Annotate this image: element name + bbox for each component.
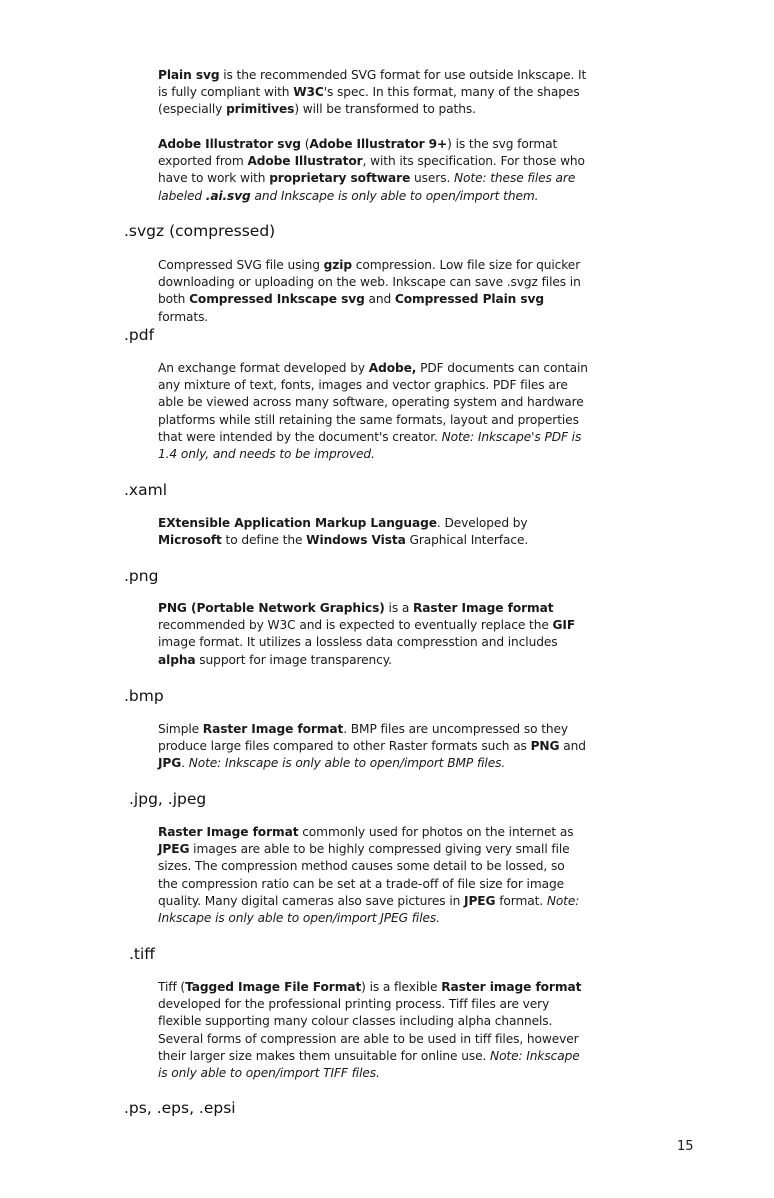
term-raster-image-format: Raster Image format — [158, 825, 299, 839]
text-run: Simple — [158, 722, 203, 736]
svgz-paragraph — [158, 257, 588, 326]
pdf-paragraph — [158, 360, 588, 463]
text-run: ( — [300, 137, 310, 151]
text-run: is the recommended SVG format for use outside Inkscape. It is fully compliant with — [158, 68, 587, 100]
page-number: 15 — [677, 1139, 694, 1154]
text-run: compression. Low file size for quicker downloading or uploading on the web. Inkscape can save .svgz files in both — [158, 258, 581, 307]
term-microsoft: Microsoft — [158, 533, 222, 548]
heading-jpg: .jpg, .jpeg — [129, 790, 207, 808]
heading-svgz: .svgz (compressed) — [124, 222, 276, 240]
term-proprietary-software: proprietary software — [269, 171, 411, 186]
term-gzip: gzip — [323, 258, 352, 272]
term-raster-image-format: Raster image format — [441, 980, 582, 994]
term-ai-svg: Adobe Illustrator svg — [158, 137, 301, 151]
term-alpha: alpha — [158, 652, 196, 667]
text-run: and — [559, 739, 586, 754]
text-run: , with its specification. For those who have to work with — [158, 154, 585, 186]
heading-xaml: .xaml — [124, 481, 168, 499]
term-compressed-inkscape-svg: Compressed Inkscape svg — [189, 292, 365, 307]
term-xaml: EXtensible Application Markup Language — [158, 516, 437, 530]
note-text: Note: Inkscape's PDF is 1.4 only, and needs to be improved. — [158, 429, 582, 462]
text-run: ) is the svg format exported from — [158, 137, 558, 169]
term-png: PNG — [530, 739, 560, 754]
term-raster-image-format: Raster Image format — [413, 601, 554, 615]
bmp-paragraph — [158, 721, 588, 773]
text-run: ) will be transformed to paths. — [294, 102, 476, 117]
text-run: is a — [384, 601, 414, 615]
heading-png: .png — [124, 567, 159, 585]
text-run: recommended by W3C and is expected to eventually replace the — [158, 618, 553, 633]
text-run: and — [364, 292, 395, 307]
text-run: PDF documents can contain any mixture of text, fonts, images and vector graphics. PDF files are able be viewed across many software, operating system and hardware platforms while still retaining the same formats, layout and properties that were intended by the document's creator. — [158, 361, 588, 444]
note-text: Note: Inkscape is only able to open/import JPEG files. — [158, 893, 580, 926]
term-compressed-plain-svg: Compressed Plain svg — [394, 292, 545, 307]
text-run: support for image transparency. — [195, 652, 392, 667]
term-png: PNG (Portable Network Graphics) — [158, 601, 385, 615]
text-run: users. — [410, 171, 455, 186]
ai-svg-paragraph — [158, 136, 588, 205]
term-jpeg: JPEG — [464, 893, 496, 908]
term-tagged-image-file-format: Tagged Image File Format — [185, 980, 362, 994]
text-run: Tiff ( — [158, 980, 186, 994]
text-run: 's spec. In this format, many of the shapes (especially — [158, 85, 580, 117]
text-run: . Developed by — [436, 516, 528, 530]
text-run: format. — [495, 893, 547, 908]
note-text: Note: Inkscape is only able to open/import TIFF files. — [158, 1048, 580, 1081]
text-run: developed for the professional printing process. Tiff files are very flexible supporting many colour classes including alpha channels. Several forms of compression are able to be used in tiff files, however their larger size makes them unsuitable for online use. — [158, 997, 579, 1063]
term-adobe-illustrator: Adobe Illustrator — [247, 154, 363, 169]
text-run: . BMP files are uncompressed so they produce large files compared to other Raster formats such as — [158, 722, 569, 754]
text-run: to define the — [221, 533, 307, 548]
term-plain-svg: Plain svg — [158, 68, 220, 82]
tiff-paragraph — [158, 979, 588, 1082]
xaml-paragraph — [158, 515, 588, 549]
term-windows-vista: Windows Vista — [306, 533, 406, 548]
term-w3c: W3C — [293, 85, 324, 100]
png-paragraph — [158, 600, 588, 669]
note-text: Note: these files are labeled — [158, 171, 576, 203]
note-text: and Inkscape is only able to open/import them. — [250, 188, 539, 203]
term-primitives: primitives — [226, 102, 295, 117]
note-ai-svg-ext: .ai.svg — [205, 188, 251, 203]
plain-svg-paragraph — [158, 67, 588, 119]
heading-ps: .ps, .eps, .epsi — [124, 1099, 236, 1117]
text-run: An exchange format developed by — [158, 361, 369, 375]
note-text: Note: Inkscape is only able to open/import BMP files. — [188, 756, 506, 771]
text-run: image format. It utilizes a lossless data compresstion and includes — [158, 635, 558, 650]
jpg-paragraph — [158, 824, 588, 927]
text-run: . — [181, 756, 189, 771]
text-run: images are able to be highly compressed giving very small file sizes. The compression method causes some detail to be lossed, so the compression ratio can be set at a trade-off of file size for image quality. Many digital cameras also save pictures in — [158, 842, 570, 908]
heading-pdf: .pdf — [124, 326, 155, 344]
text-run: formats. — [158, 309, 209, 324]
term-ai-9: Adobe Illustrator 9+ — [309, 137, 448, 151]
term-jpg: JPG — [158, 756, 182, 771]
term-adobe: Adobe, — [368, 361, 417, 375]
text-run: Compressed SVG file using — [158, 258, 324, 272]
text-run: Graphical Interface. — [405, 533, 529, 548]
heading-tiff: .tiff — [129, 945, 155, 963]
text-run: ) is a flexible — [361, 980, 442, 994]
term-jpeg: JPEG — [158, 842, 190, 857]
term-raster-image-format: Raster Image format — [202, 722, 344, 736]
heading-bmp: .bmp — [124, 687, 164, 705]
text-run: commonly used for photos on the internet as — [298, 825, 574, 839]
term-gif: GIF — [552, 618, 576, 633]
